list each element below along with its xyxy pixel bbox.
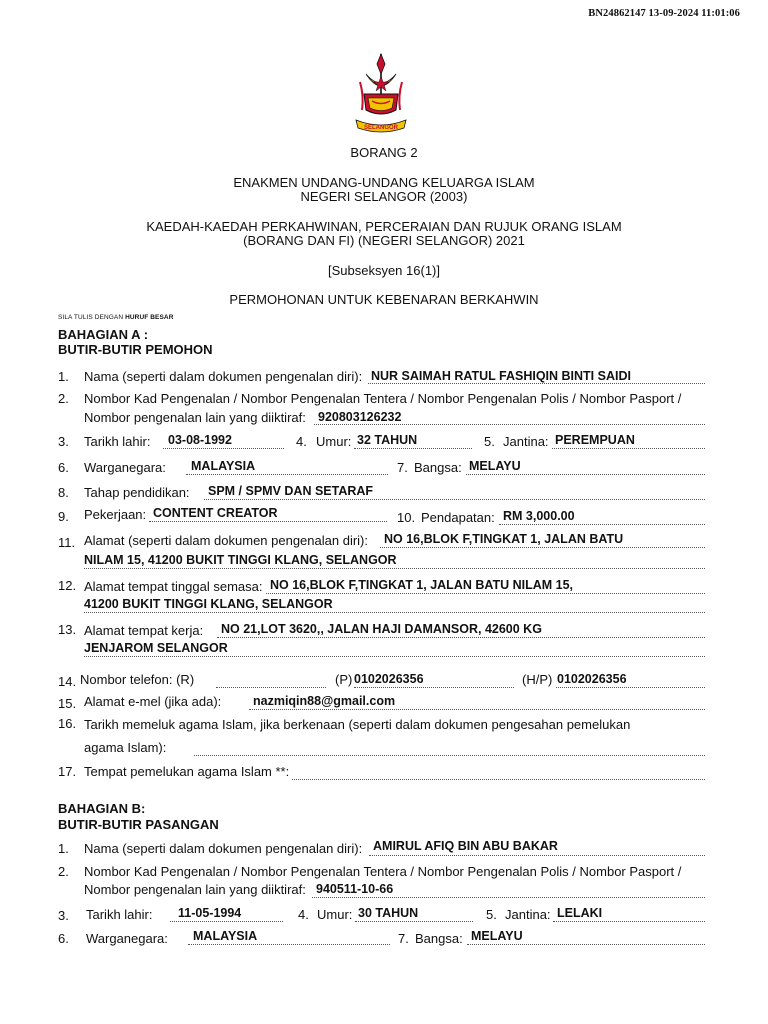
spouse-gender-label: Jantina: — [505, 907, 551, 922]
spouse-dob-value: 11-05-1994 — [178, 906, 242, 920]
applicant-work-address-line-2: JENJAROM SELANGOR — [84, 641, 228, 655]
spouse-name-value: AMIRUL AFIQ BIN ABU BAKAR — [373, 839, 558, 853]
applicant-phone-label: Nombor telefon: (R) — [80, 672, 195, 687]
applicant-current-address-line-2: 41200 BUKIT TINGGI KLANG, SELANGOR — [84, 597, 333, 611]
applicant-phone-p-value: 0102026356 — [354, 672, 424, 686]
applicant-income-label: Pendapatan: — [421, 510, 495, 525]
applicant-address-underline-1 — [380, 547, 705, 548]
item-number: 10. — [397, 510, 416, 525]
applicant-education-label: Tahap pendidikan: — [84, 485, 190, 500]
spouse-citizenship-line — [188, 944, 390, 945]
applicant-phone-hp-label: (H/P) — [522, 672, 553, 687]
subsection-reference: [Subseksyen 16(1)] — [327, 263, 440, 278]
applicant-convert-line — [194, 755, 705, 756]
spouse-gender-value: LELAKI — [557, 906, 603, 920]
applicant-address-label: Alamat (seperti dalam dokumen pengenalan diri): — [84, 533, 368, 548]
applicant-race-label: Bangsa: — [414, 460, 462, 475]
enactment-line-1: ENAKMEN UNDANG-UNDANG KELUARGA ISLAM — [233, 175, 535, 190]
item-number: 14. — [58, 674, 77, 689]
spouse-citizenship-value: MALAYSIA — [193, 929, 258, 943]
spouse-ic-label-line-1: Nombor Kad Pengenalan / Nombor Pengenalan Tentera / Nombor Pengenalan Polis / Nombor Pasport / — [84, 864, 682, 879]
spouse-age-line — [355, 921, 473, 922]
applicant-address-underline-2 — [84, 568, 705, 569]
applicant-job-value: CONTENT CREATOR — [153, 506, 278, 520]
applicant-convert-place-line — [292, 779, 705, 780]
spouse-citizenship-label: Warganegara: — [86, 931, 168, 946]
applicant-dob-value: 03-08-1992 — [168, 433, 232, 447]
rules-line-1: KAEDAH-KAEDAH PERKAHWINAN, PERCERAIAN DAN RUJUK ORANG ISLAM — [146, 219, 622, 234]
applicant-email-label: Alamat e-mel (jika ada): — [84, 694, 222, 709]
applicant-work-address-underline-2 — [84, 656, 705, 657]
item-number: 6. — [58, 460, 69, 475]
item-number: 5. — [486, 907, 497, 922]
applicant-email-line — [249, 709, 705, 710]
applicant-work-address-label: Alamat tempat kerja: — [84, 623, 204, 638]
item-number: 17. — [58, 764, 77, 779]
uppercase-note: SILA TULIS DENGAN HURUF BESAR — [58, 314, 174, 321]
applicant-gender-line — [552, 448, 705, 449]
item-number: 13. — [58, 622, 77, 637]
applicant-name-label: Nama (seperti dalam dokumen pengenalan diri): — [84, 369, 363, 384]
document-stamp: BN24862147 13-09-2024 11:01:06 — [588, 8, 740, 19]
applicant-name-value: NUR SAIMAH RATUL FASHIQIN BINTI SAIDI — [371, 369, 631, 383]
applicant-email-value: nazmiqin88@gmail.com — [253, 694, 396, 708]
selangor-crest-icon — [350, 52, 412, 136]
spouse-age-label: Umur: — [317, 907, 353, 922]
spouse-ic-value: 940511-10-66 — [316, 882, 394, 896]
applicant-gender-value: PEREMPUAN — [555, 433, 635, 447]
applicant-age-label: Umur: — [316, 434, 352, 449]
applicant-convert-place-label: Tempat pemelukan agama Islam **: — [84, 764, 290, 779]
applicant-gender-label: Jantina: — [503, 434, 549, 449]
applicant-job-label: Pekerjaan: — [84, 507, 147, 522]
applicant-race-line — [466, 474, 705, 475]
applicant-dob-label: Tarikh lahir: — [84, 434, 151, 449]
item-number: 16. — [58, 716, 77, 731]
applicant-age-line — [354, 448, 472, 449]
applicant-current-address-line-1: NO 16,BLOK F,TINGKAT 1, JALAN BATU NILAM 15, — [270, 578, 574, 592]
spouse-dob-label: Tarikh lahir: — [86, 907, 153, 922]
crest-banner-text: SELANGOR — [363, 125, 399, 131]
spouse-name-label: Nama (seperti dalam dokumen pengenalan diri): — [84, 841, 363, 856]
item-number: 7. — [398, 931, 409, 946]
applicant-ic-value: 920803126232 — [318, 410, 402, 424]
applicant-address-line-1: NO 16,BLOK F,TINGKAT 1, JALAN BATU — [384, 532, 624, 546]
item-number: 3. — [58, 434, 69, 449]
applicant-income-line — [499, 524, 705, 525]
item-number: 1. — [58, 369, 69, 384]
applicant-education-line — [204, 499, 705, 500]
applicant-ic-line — [314, 424, 705, 425]
item-number: 2. — [58, 864, 69, 879]
applicant-convert-label-line-1: Tarikh memeluk agama Islam, jika berkenaan (seperti dalam dokumen pengesahan pemelukan — [84, 717, 631, 732]
enactment-line-2: NEGERI SELANGOR (2003) — [300, 189, 468, 204]
form-number: BORANG 2 — [350, 145, 418, 160]
applicant-age-value: 32 TAHUN — [357, 433, 418, 447]
applicant-job-line — [149, 521, 387, 522]
spouse-dob-line — [170, 921, 283, 922]
section-a-heading: BAHAGIAN A : — [58, 327, 149, 342]
item-number: 5. — [484, 434, 495, 449]
applicant-current-address-underline-1 — [266, 593, 705, 594]
rules-line-2: (BORANG DAN FI) (NEGERI SELANGOR) 2021 — [243, 233, 525, 248]
item-number: 3. — [58, 908, 69, 923]
section-b-heading: BAHAGIAN B: — [58, 801, 146, 816]
applicant-phone-hp-value: 0102026356 — [557, 672, 627, 686]
spouse-race-value: MELAYU — [471, 929, 523, 943]
item-number: 1. — [58, 841, 69, 856]
applicant-phone-r-line — [216, 687, 326, 688]
spouse-race-line — [467, 944, 705, 945]
section-a-subheading: BUTIR-BUTIR PEMOHON — [58, 342, 213, 357]
item-number: 4. — [296, 434, 307, 449]
applicant-work-address-line-1: NO 21,LOT 3620,, JALAN HAJI DAMANSOR, 42600 KG — [221, 622, 542, 636]
item-number: 15. — [58, 696, 77, 711]
item-number: 8. — [58, 485, 69, 500]
applicant-phone-p-label: (P) — [335, 672, 353, 687]
applicant-address-line-2: NILAM 15, 41200 BUKIT TINGGI KLANG, SELANGOR — [84, 553, 397, 567]
item-number: 12. — [58, 578, 77, 593]
spouse-ic-label-line-2: Nombor pengenalan lain yang diiktiraf: — [84, 882, 306, 897]
spouse-gender-line — [553, 921, 705, 922]
applicant-ic-label-line-1: Nombor Kad Pengenalan / Nombor Pengenalan Tentera / Nombor Pengenalan Polis / Nombor Pasport / — [84, 391, 682, 406]
applicant-income-value: RM 3,000.00 — [503, 509, 575, 523]
item-number: 9. — [58, 509, 69, 524]
item-number: 2. — [58, 391, 69, 406]
applicant-phone-p-line — [354, 687, 514, 688]
applicant-citizenship-line — [186, 474, 388, 475]
spouse-age-value: 30 TAHUN — [358, 906, 419, 920]
applicant-work-address-underline-1 — [217, 637, 705, 638]
applicant-current-address-underline-2 — [84, 612, 705, 613]
applicant-ic-label-line-2: Nombor pengenalan lain yang diiktiraf: — [84, 410, 306, 425]
item-number: 11. — [58, 535, 76, 550]
applicant-citizenship-label: Warganegara: — [84, 460, 166, 475]
spouse-name-line — [369, 855, 705, 856]
applicant-current-address-label: Alamat tempat tinggal semasa: — [84, 579, 263, 594]
section-b-subheading: BUTIR-BUTIR PASANGAN — [58, 817, 219, 832]
form-title: PERMOHONAN UNTUK KEBENARAN BERKAHWIN — [229, 292, 539, 307]
item-number: 7. — [397, 460, 408, 475]
applicant-convert-label-line-2: agama Islam): — [84, 740, 167, 755]
applicant-name-line — [368, 383, 705, 384]
item-number: 6. — [58, 931, 69, 946]
spouse-race-label: Bangsa: — [415, 931, 463, 946]
spouse-ic-line — [312, 897, 705, 898]
applicant-citizenship-value: MALAYSIA — [191, 459, 256, 473]
applicant-race-value: MELAYU — [469, 459, 521, 473]
applicant-dob-line — [163, 448, 284, 449]
applicant-phone-hp-line — [556, 687, 705, 688]
item-number: 4. — [298, 907, 309, 922]
applicant-education-value: SPM / SPMV DAN SETARAF — [208, 484, 374, 498]
